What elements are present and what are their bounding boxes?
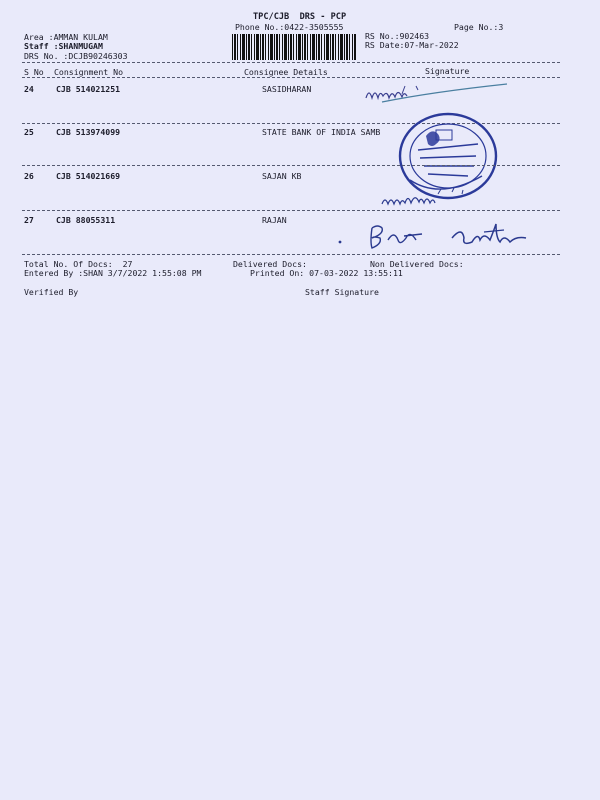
- verified-by-label: Verified By: [24, 287, 79, 297]
- divider: [22, 210, 560, 211]
- printed-on: Printed On: 07-03-2022 13:55:11: [250, 268, 403, 278]
- column-header-consignment: Consignment No: [54, 67, 124, 77]
- handwritten-signature: [334, 218, 544, 254]
- non-delivered-docs: Non Delivered Docs:: [370, 259, 464, 269]
- total-docs: Total No. Of Docs: 27: [24, 259, 133, 269]
- row-consignee: RAJAN: [262, 215, 287, 225]
- row-consignee: SASIDHARAN: [262, 84, 312, 94]
- area-field: Area :AMMAN KULAM: [24, 32, 108, 42]
- row-consignee: STATE BANK OF INDIA SAMB: [262, 127, 381, 137]
- delivered-docs: Delivered Docs:: [233, 259, 307, 269]
- handwritten-signature: [362, 72, 512, 108]
- row-sno: 27: [24, 215, 34, 225]
- column-header-consignee: Consignee Details: [244, 67, 328, 77]
- column-header-signature: Signature: [425, 66, 470, 76]
- page-number: Page No.:3: [454, 22, 504, 32]
- row-consignment: CJB 513974099: [56, 127, 121, 137]
- divider: [22, 62, 560, 63]
- row-sno: 24: [24, 84, 34, 94]
- rs-number: RS No.:902463: [365, 31, 430, 41]
- row-consignment: CJB 514021251: [56, 84, 121, 94]
- phone-number: Phone No.:0422-3505555: [235, 22, 344, 32]
- row-sno: 26: [24, 171, 34, 181]
- drs-number: DRS No. :DCJB90246303: [24, 51, 128, 61]
- staff-signature-label: Staff Signature: [305, 287, 379, 297]
- row-consignee: SAJAN KB: [262, 171, 302, 181]
- divider: [22, 165, 560, 166]
- staff-field: Staff :SHANMUGAM: [24, 41, 103, 51]
- divider: [22, 254, 560, 255]
- barcode: [232, 34, 356, 60]
- row-consignment: CJB 88055311: [56, 215, 116, 225]
- row-sno: 25: [24, 127, 34, 137]
- document-title: TPC/CJB DRS - PCP: [253, 12, 347, 22]
- rs-date: RS Date:07-Mar-2022: [365, 40, 459, 50]
- column-header-sno: S No: [24, 67, 44, 77]
- row-consignment: CJB 514021669: [56, 171, 121, 181]
- entered-by: Entered By :SHAN 3/7/2022 1:55:08 PM: [24, 268, 202, 278]
